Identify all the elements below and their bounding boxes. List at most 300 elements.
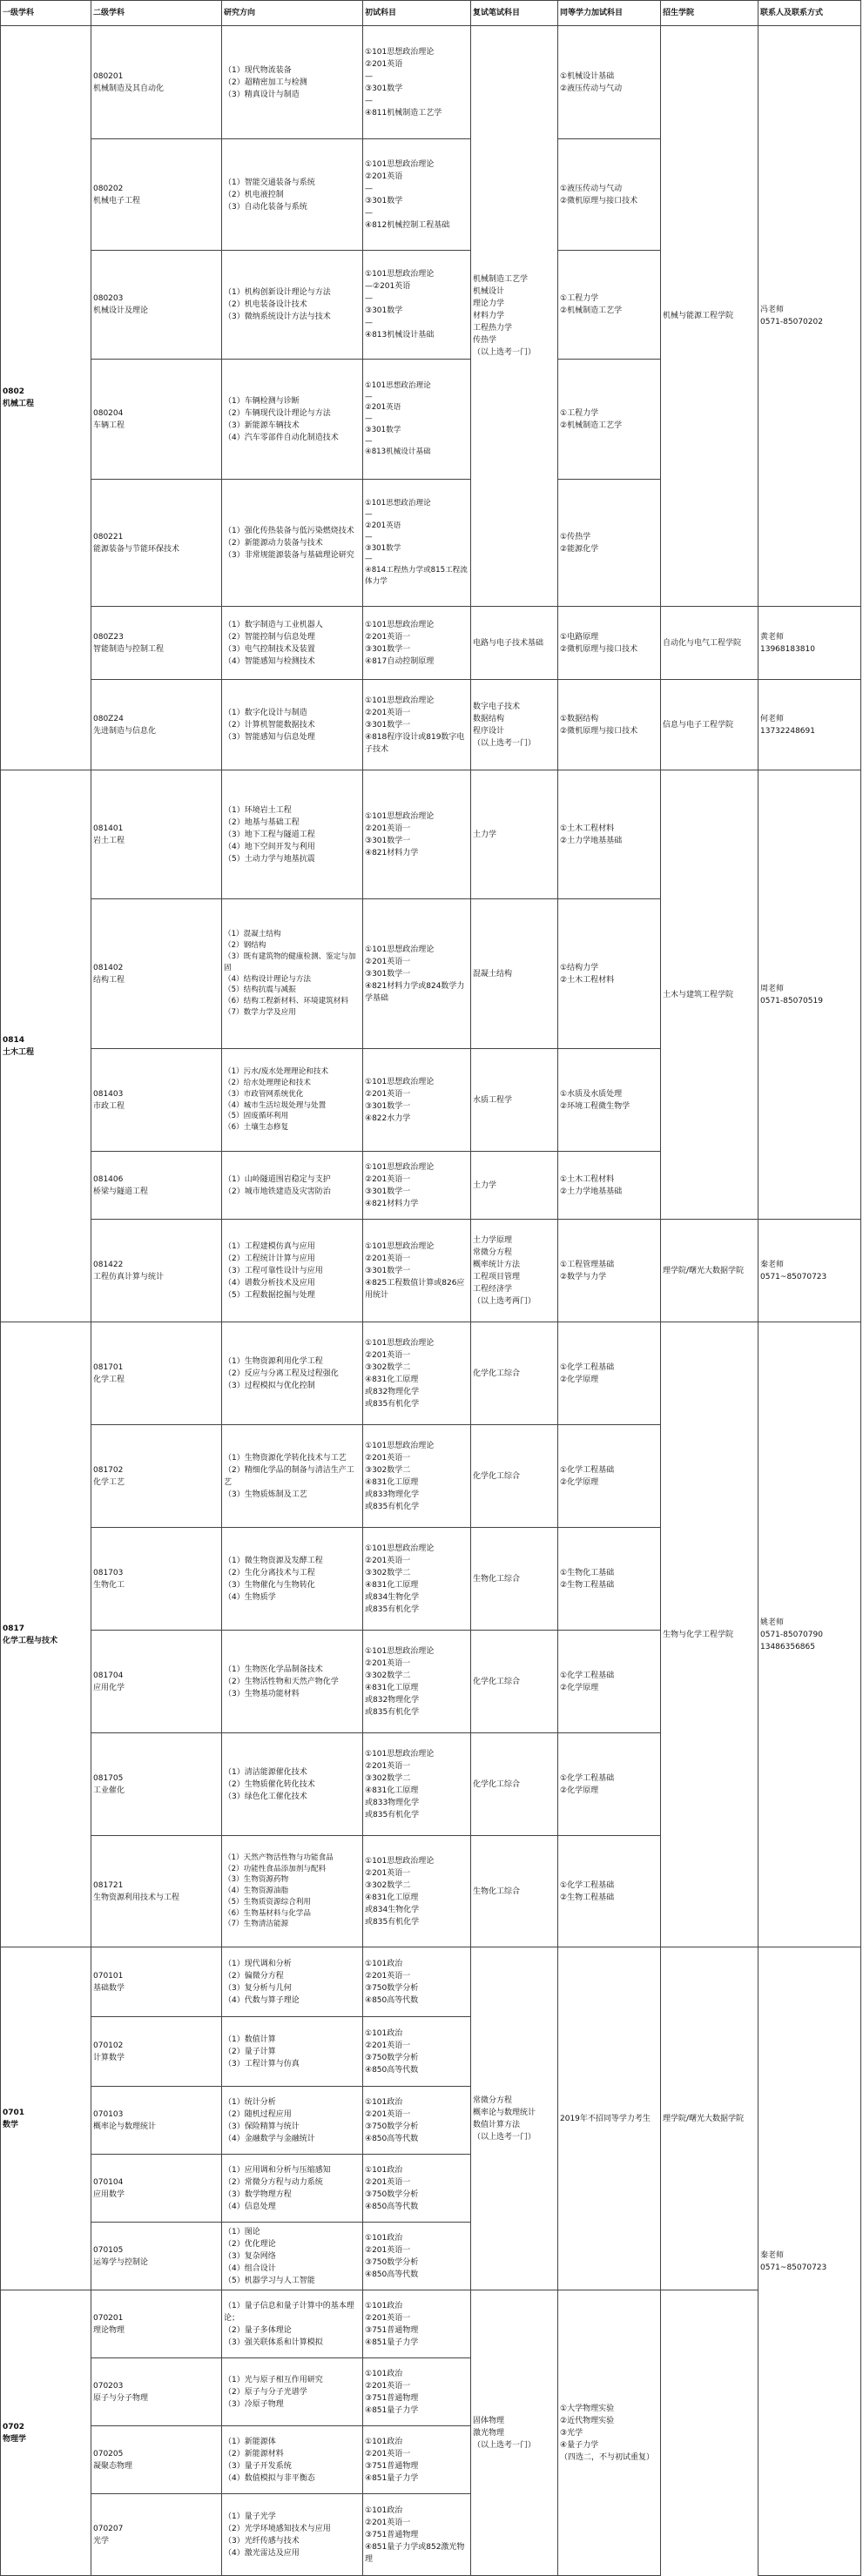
retest-exam-cell-line: 土力学 bbox=[473, 1180, 497, 1190]
contact-cell-line: 黄老师 bbox=[760, 632, 785, 642]
research-direction-cell bbox=[222, 1322, 363, 1425]
retest-exam-cell-line: 数据结构 bbox=[473, 714, 505, 723]
second-discipline-name: 化学工程 bbox=[93, 1375, 125, 1384]
contact-cell bbox=[758, 770, 861, 1220]
table-row bbox=[1, 2494, 861, 2576]
table-row bbox=[1, 607, 861, 680]
equivalent-exam-cell bbox=[558, 26, 661, 139]
second-discipline-code: 080204 bbox=[93, 408, 124, 418]
research-direction-cell bbox=[222, 360, 363, 480]
initial-exam-cell-line: — bbox=[365, 532, 373, 541]
research-direction-cell-line: （5）固废循环利用 bbox=[224, 1112, 289, 1121]
initial-exam-cell-line: ②201英语一 bbox=[365, 2245, 411, 2255]
retest-exam-cell bbox=[471, 1322, 558, 1425]
research-direction-cell-line: （2）地基与基础工程 bbox=[224, 817, 300, 827]
research-direction-cell bbox=[222, 2494, 363, 2576]
second-discipline-cell bbox=[91, 251, 222, 360]
research-direction-cell-line: （3）生物资源药物 bbox=[224, 1875, 289, 1885]
initial-exam-cell-line: ②201英语一 bbox=[365, 1089, 411, 1099]
initial-exam-cell-line: ①101思想政治理论 bbox=[365, 499, 431, 508]
research-direction-cell-line: （2）计算机智能数据技术 bbox=[224, 720, 315, 730]
equivalent-exam-cell bbox=[558, 1322, 661, 1425]
college-cell bbox=[661, 607, 758, 680]
second-discipline-name: 基础数学 bbox=[93, 1983, 125, 1993]
equivalent-exam-cell bbox=[558, 1836, 661, 1947]
equivalent-exam-cell bbox=[558, 2290, 661, 2576]
second-discipline-name: 能源装备与节能环保技术 bbox=[93, 544, 180, 554]
second-discipline-cell bbox=[91, 1220, 222, 1322]
first-discipline-cell bbox=[1, 2290, 91, 2576]
research-direction-cell bbox=[222, 26, 363, 139]
retest-exam-cell bbox=[471, 1836, 558, 1947]
equivalent-exam-cell-line: ②化学原理 bbox=[560, 1375, 599, 1384]
initial-exam-cell bbox=[363, 770, 471, 899]
research-direction-cell-line: （3）强关联体系和计算模拟 bbox=[224, 2337, 323, 2347]
retest-exam-cell bbox=[471, 1220, 558, 1322]
initial-exam-cell-line: ③302数学二 bbox=[365, 1568, 411, 1577]
research-direction-cell-line: （2）精细化学品的制备与清洁生产工艺 bbox=[224, 1465, 354, 1487]
second-discipline-cell bbox=[91, 899, 222, 1049]
initial-exam-cell-line: ①101思想政治理论 bbox=[365, 1749, 435, 1759]
equivalent-exam-cell-line: ②液压传动与气动 bbox=[560, 84, 623, 93]
second-discipline-code: 070102 bbox=[93, 2041, 124, 2050]
research-direction-cell-line: （2）生物质催化转化技术 bbox=[224, 1779, 315, 1789]
research-direction-cell-line: （3）光纤传感与技术 bbox=[224, 2536, 300, 2546]
retest-exam-cell bbox=[471, 1049, 558, 1152]
initial-exam-cell-line: ④813机械设计基础 bbox=[365, 447, 431, 457]
contact-cell-line: 13968183810 bbox=[760, 644, 815, 654]
initial-exam-cell-line: 或835有机化学 bbox=[365, 1399, 420, 1409]
research-direction-cell bbox=[222, 480, 363, 607]
second-discipline-name: 凝聚态物理 bbox=[93, 2461, 133, 2471]
equivalent-exam-cell bbox=[558, 1947, 661, 2290]
second-discipline-code: 080202 bbox=[93, 184, 124, 193]
initial-exam-cell-line: ②201英语一 bbox=[365, 824, 411, 833]
equivalent-exam-cell-line: ④量子力学 bbox=[560, 2440, 599, 2450]
retest-exam-cell-line: 水质工程学 bbox=[473, 1095, 513, 1105]
second-discipline-code: 070103 bbox=[93, 2109, 124, 2119]
retest-exam-cell-line: 概率统计方法 bbox=[473, 1260, 521, 1269]
equivalent-exam-cell bbox=[558, 770, 661, 899]
initial-exam-cell-line: — bbox=[365, 392, 373, 401]
contact-cell-line: 冯老师 bbox=[760, 306, 785, 314]
equivalent-exam-cell bbox=[558, 480, 661, 607]
contact-cell-line: 姚老师 bbox=[760, 1618, 785, 1627]
contact-cell-line: 秦老师 bbox=[760, 2250, 785, 2260]
retest-exam-cell bbox=[471, 1733, 558, 1836]
equivalent-exam-cell bbox=[558, 607, 661, 680]
research-direction-cell bbox=[222, 2426, 363, 2494]
research-direction-cell-line: （1）生物医化学品制备技术 bbox=[224, 1665, 323, 1674]
college-cell-line: 生物与化学工程学院 bbox=[663, 1630, 734, 1639]
second-discipline-cell bbox=[91, 360, 222, 480]
initial-exam-cell-line: ③751普通物理 bbox=[365, 2530, 419, 2539]
initial-exam-cell-line: ③301数学一 bbox=[365, 1101, 411, 1111]
equivalent-exam-cell-line: ①传热学 bbox=[560, 532, 591, 541]
initial-exam-cell-line: ④850高等代数 bbox=[365, 2065, 419, 2075]
equivalent-exam-cell-line: ②化学原理 bbox=[560, 1477, 599, 1487]
contact-cell-line: 0571-85070202 bbox=[760, 318, 823, 326]
research-direction-cell bbox=[222, 1049, 363, 1152]
contact-cell-line: 13486356865 bbox=[760, 1642, 815, 1651]
retest-exam-cell-line: 工程经济学 bbox=[473, 1284, 513, 1294]
retest-exam-cell-line: 激光物理 bbox=[473, 2428, 505, 2438]
second-discipline-code: 081705 bbox=[93, 1773, 124, 1783]
research-direction-cell-line: （1）微生物资源及发酵工程 bbox=[224, 1556, 323, 1565]
initial-exam-cell-line: ①101政治 bbox=[365, 2505, 403, 2515]
research-direction-cell-line: （3）冷原子物理 bbox=[224, 2399, 284, 2409]
initial-exam-cell-line: ①101政治 bbox=[365, 2233, 403, 2243]
initial-exam-cell-line: ②201英语 bbox=[365, 521, 401, 530]
research-direction-cell-line: （1）清洁能源催化技术 bbox=[224, 1767, 307, 1777]
initial-exam-cell-line: ④851量子力学 bbox=[365, 2405, 419, 2415]
initial-exam-cell-line: 或834生物化学 bbox=[365, 1592, 420, 1602]
research-direction-cell-line: （4）汽车零部件自动化制造技术 bbox=[224, 433, 339, 442]
second-discipline-cell bbox=[91, 26, 222, 139]
initial-exam-cell bbox=[363, 2223, 471, 2290]
second-discipline-cell bbox=[91, 2358, 222, 2426]
initial-exam-cell-line: ③751普通物理 bbox=[365, 2325, 419, 2335]
initial-exam-cell-line: ①101思想政治理论 bbox=[365, 1544, 435, 1553]
first-discipline-name: 机械工程 bbox=[3, 400, 35, 408]
research-direction-cell-line: （2）光学环境感知技术与应用 bbox=[224, 2524, 331, 2533]
research-direction-cell-line: （2）随机过程应用 bbox=[224, 2109, 292, 2119]
second-discipline-code: 081403 bbox=[93, 1089, 124, 1099]
research-direction-cell bbox=[222, 680, 363, 770]
initial-exam-cell-line: ④831化工原理 bbox=[365, 1786, 419, 1795]
initial-exam-cell-line: ②201英语一 bbox=[365, 2449, 411, 2458]
initial-exam-cell-line: ①101思想政治理论 bbox=[365, 270, 435, 279]
research-direction-cell bbox=[222, 2087, 363, 2155]
research-direction-cell-line: （3）微纳系统设计方法与技术 bbox=[224, 313, 331, 321]
initial-exam-cell bbox=[363, 899, 471, 1049]
equivalent-exam-cell-line: ①土木工程材料 bbox=[560, 1174, 615, 1184]
college-cell-line: 理学院/曙光大数据学院 bbox=[663, 1266, 745, 1275]
initial-exam-cell-line: 或835有机化学 bbox=[365, 1810, 420, 1819]
first-discipline-code: 0802 bbox=[3, 387, 25, 396]
equivalent-exam-cell-line: ②土力学地基基础 bbox=[560, 1187, 623, 1196]
research-direction-cell-line: （2）智能控制与信息处理 bbox=[224, 632, 315, 642]
equivalent-exam-cell-line: ②化学原理 bbox=[560, 1683, 599, 1692]
research-direction-cell-line: （7）数学力学及应用 bbox=[224, 1007, 296, 1017]
research-direction-cell-line: （1）应用调和分析与压缩感知 bbox=[224, 2165, 331, 2175]
research-direction-cell-line: （4）生物资源油脂 bbox=[224, 1887, 289, 1896]
initial-exam-cell-line: ④821材料力学 bbox=[365, 848, 419, 858]
second-discipline-name: 工业催化 bbox=[93, 1786, 125, 1795]
research-direction-cell-line: （2）机电装备设计技术 bbox=[224, 300, 307, 309]
initial-exam-cell bbox=[363, 1425, 471, 1528]
table-row bbox=[1, 1322, 861, 1425]
equivalent-exam-cell-line: ②微机原理与接口技术 bbox=[560, 644, 638, 654]
equivalent-exam-cell bbox=[558, 139, 661, 251]
second-discipline-cell bbox=[91, 2155, 222, 2223]
initial-exam-cell-line: ④822水力学 bbox=[365, 1113, 411, 1123]
first-discipline-cell bbox=[1, 770, 91, 1322]
second-discipline-code: 080201 bbox=[93, 71, 124, 81]
header-initial-exam: 初试科目 bbox=[363, 1, 471, 26]
research-direction-cell-line: （2）反应与分离工程及过程强化 bbox=[224, 1369, 339, 1378]
research-direction-cell-line: （2）生化分离技术与工程 bbox=[224, 1568, 315, 1577]
initial-exam-cell-line: ③301数学一 bbox=[365, 644, 411, 654]
second-discipline-code: 081721 bbox=[93, 1880, 124, 1890]
retest-exam-cell-line: 程序设计 bbox=[473, 726, 505, 736]
equivalent-exam-cell-line: ①数据结构 bbox=[560, 714, 599, 723]
second-discipline-cell bbox=[91, 2290, 222, 2358]
research-direction-cell bbox=[222, 1152, 363, 1220]
retest-exam-cell-line: 常微分方程 bbox=[473, 1248, 513, 1257]
research-direction-cell-line: （1）数值计算 bbox=[224, 2035, 276, 2044]
retest-exam-cell bbox=[471, 1947, 558, 2290]
equivalent-exam-cell bbox=[558, 360, 661, 480]
equivalent-exam-cell-line: ①生物化工基础 bbox=[560, 1568, 615, 1577]
equivalent-exam-cell bbox=[558, 680, 661, 770]
initial-exam-cell-line: — bbox=[365, 414, 373, 424]
second-discipline-name: 机械制造及其自动化 bbox=[93, 84, 165, 93]
initial-exam-cell-line: ②201英语一 bbox=[365, 2109, 411, 2119]
header-college: 招生学院 bbox=[661, 1, 758, 26]
research-direction-cell-line: （2）给水处理理论和技术 bbox=[224, 1078, 311, 1087]
retest-exam-cell-line: 数字电子技术 bbox=[473, 702, 521, 711]
initial-exam-cell-line: ②201英语一 bbox=[365, 1971, 411, 1981]
research-direction-cell-line: （3）非常规能源装备与基础理论研究 bbox=[224, 550, 354, 560]
contact-cell-line: 0571~85070723 bbox=[760, 2263, 827, 2272]
header-first-discipline: 一级学科 bbox=[1, 1, 91, 26]
equivalent-exam-cell-line: ①液压传动与气动 bbox=[560, 184, 623, 193]
initial-exam-cell-line: — bbox=[365, 208, 373, 218]
second-discipline-cell bbox=[91, 770, 222, 899]
research-direction-cell bbox=[222, 1528, 363, 1631]
research-direction-cell-line: （2）新能源动力装备与技术 bbox=[224, 538, 323, 548]
initial-exam-cell-line: — bbox=[365, 436, 373, 446]
header-retest-exam: 复试笔试科目 bbox=[471, 1, 558, 26]
table-row bbox=[1, 680, 861, 770]
retest-exam-cell-line: （以上选考一门） bbox=[473, 738, 536, 748]
research-direction-cell bbox=[222, 1836, 363, 1947]
initial-exam-cell-line: ③301数学一 bbox=[365, 1187, 411, 1196]
initial-exam-cell-line: ①101思想政治理论 bbox=[365, 1162, 435, 1172]
research-direction-cell-line: （1）混凝土结构 bbox=[224, 930, 281, 939]
initial-exam-cell-line: ③750数学分析 bbox=[365, 2257, 419, 2267]
second-discipline-name: 先进制造与信息化 bbox=[93, 726, 157, 736]
retest-exam-cell bbox=[471, 1528, 558, 1631]
research-direction-cell-line: （3）地下工程与隧道工程 bbox=[224, 830, 315, 839]
initial-exam-cell-line: 或835有机化学 bbox=[365, 1502, 420, 1511]
second-discipline-code: 070203 bbox=[93, 2381, 124, 2391]
second-discipline-cell bbox=[91, 2017, 222, 2087]
initial-exam-cell-line: ②201英语一 bbox=[365, 1350, 411, 1360]
second-discipline-code: 081703 bbox=[93, 1568, 124, 1577]
retest-exam-cell bbox=[471, 607, 558, 680]
initial-exam-cell bbox=[363, 1947, 471, 2017]
initial-exam-cell-line: ④850高等代数 bbox=[365, 2202, 419, 2211]
initial-exam-cell bbox=[363, 1220, 471, 1322]
research-direction-cell-line: （1）机构创新设计理论与方法 bbox=[224, 288, 331, 297]
second-discipline-code: 080Z24 bbox=[93, 714, 124, 723]
research-direction-cell-line: （4）结构设计理论与方法 bbox=[224, 974, 311, 984]
equivalent-exam-cell-line: ③光学 bbox=[560, 2428, 583, 2438]
retest-exam-cell-line: 机械制造工艺学 bbox=[473, 275, 529, 284]
second-discipline-cell bbox=[91, 1425, 222, 1528]
header-contact: 联系人及联系方式 bbox=[758, 1, 861, 26]
initial-exam-cell-line: ①101思想政治理论 bbox=[365, 811, 435, 821]
initial-exam-cell-line: ①101思想政治理论 bbox=[365, 945, 435, 954]
initial-exam-cell-line: ②201英语一 bbox=[365, 2177, 411, 2187]
research-direction-cell-line: （7）生物清洁能源 bbox=[224, 1920, 289, 1929]
research-direction-cell-line: （1）工程建模仿真与应用 bbox=[224, 1241, 315, 1251]
research-direction-cell-line: （1）智能交通装备与系统 bbox=[224, 178, 315, 187]
research-direction-cell-line: （4）谱数分析技术及应用 bbox=[224, 1278, 315, 1288]
contact-cell bbox=[758, 1220, 861, 1322]
second-discipline-name: 应用数学 bbox=[93, 2189, 125, 2199]
first-discipline-code: 0702 bbox=[3, 2422, 25, 2431]
second-discipline-code: 081402 bbox=[93, 963, 124, 972]
first-discipline-cell bbox=[1, 1322, 91, 1947]
initial-exam-cell-line: 或832物理化学 bbox=[365, 1695, 420, 1705]
research-direction-cell-line: （1）量子光学 bbox=[224, 2512, 276, 2521]
second-discipline-cell bbox=[91, 480, 222, 607]
equivalent-exam-cell-line: ②土木工程材料 bbox=[560, 975, 615, 985]
research-direction-cell-line: （2）量子计算 bbox=[224, 2047, 276, 2056]
initial-exam-cell bbox=[363, 2494, 471, 2576]
initial-exam-cell-line: ④814工程热力学或815工程流体力学 bbox=[365, 566, 468, 586]
research-direction-cell-line: （4）生物质学 bbox=[224, 1592, 276, 1602]
initial-exam-cell-line: ②201英语一 bbox=[365, 708, 411, 717]
equivalent-exam-cell-line: ②近代物理实验 bbox=[560, 2416, 615, 2425]
retest-exam-cell-line: 材料力学 bbox=[473, 312, 505, 320]
initial-exam-cell bbox=[363, 2155, 471, 2223]
contact-cell bbox=[758, 607, 861, 680]
research-direction-cell-line: （3）复分析与几何 bbox=[224, 1983, 292, 1993]
research-direction-cell-line: （4）激光雷达及应用 bbox=[224, 2548, 300, 2558]
second-discipline-cell bbox=[91, 1049, 222, 1152]
initial-exam-cell-line: ③751普通物理 bbox=[365, 2461, 419, 2471]
equivalent-exam-cell-line: ①工程力学 bbox=[560, 408, 599, 418]
research-direction-cell bbox=[222, 2017, 363, 2087]
research-direction-cell-line: （2）常微分方程与动力系统 bbox=[224, 2177, 323, 2187]
research-direction-cell-line: （1）光与原子相互作用研究 bbox=[224, 2375, 323, 2384]
initial-exam-cell-line: ②201英语一 bbox=[365, 2381, 411, 2391]
initial-exam-cell-line: ①101政治 bbox=[365, 2369, 403, 2378]
initial-exam-cell-line: ④831化工原理 bbox=[365, 1375, 419, 1384]
second-discipline-name: 理论物理 bbox=[93, 2325, 125, 2335]
equivalent-exam-cell-line: ②机械制造工艺学 bbox=[560, 306, 623, 315]
initial-exam-cell bbox=[363, 2358, 471, 2426]
retest-exam-cell-line: 化学化工综合 bbox=[473, 1471, 521, 1481]
retest-exam-cell-line: 工程热力学 bbox=[473, 324, 513, 333]
initial-exam-cell-line: ②201英语一 bbox=[365, 1658, 411, 1668]
research-direction-cell-line: （6）结构工程新材料、环境建筑材料 bbox=[224, 997, 348, 1006]
research-direction-cell-line: （3）生物质炼制及工艺 bbox=[224, 1490, 307, 1499]
research-direction-cell-line: （3）精真设计与制造 bbox=[224, 90, 300, 99]
initial-exam-cell-line: 或834生物化学 bbox=[365, 1905, 420, 1914]
second-discipline-code: 070201 bbox=[93, 2313, 124, 2323]
initial-exam-cell-line: ②201英语一 bbox=[365, 2041, 411, 2050]
equivalent-exam-cell-line: ②生物工程基础 bbox=[560, 1893, 615, 1902]
retest-exam-cell bbox=[471, 1425, 558, 1528]
second-discipline-cell bbox=[91, 1947, 222, 2017]
second-discipline-code: 081701 bbox=[93, 1362, 124, 1372]
equivalent-exam-cell bbox=[558, 251, 661, 360]
retest-exam-cell-line: 数值计算方法 bbox=[473, 2120, 521, 2129]
research-direction-cell-line: （4）地下空间开发与利用 bbox=[224, 842, 315, 851]
second-discipline-cell bbox=[91, 2223, 222, 2290]
initial-exam-cell-line: ①101思想政治理论 bbox=[365, 696, 435, 705]
initial-exam-cell-line: ④850高等代数 bbox=[365, 2134, 419, 2143]
research-direction-cell bbox=[222, 2290, 363, 2358]
initial-exam-cell bbox=[363, 2290, 471, 2358]
initial-exam-cell-line: ①101思想政治理论 bbox=[365, 1338, 435, 1348]
initial-exam-cell-line: ③301数学一 bbox=[365, 1266, 411, 1275]
retest-exam-cell-line: （以上选考一门） bbox=[473, 348, 536, 357]
equivalent-exam-cell-line: ①结构力学 bbox=[560, 963, 599, 972]
second-discipline-cell bbox=[91, 1733, 222, 1836]
research-direction-cell-line: （2）新能源材料 bbox=[224, 2449, 284, 2458]
second-discipline-name: 概率论与数理统计 bbox=[93, 2122, 157, 2131]
research-direction-cell-line: （6）土壤生态修复 bbox=[224, 1123, 289, 1133]
college-cell bbox=[661, 680, 758, 770]
initial-exam-cell bbox=[363, 2426, 471, 2494]
research-direction-cell-line: （1）山岭隧道围岩稳定与支护 bbox=[224, 1174, 331, 1184]
retest-exam-cell bbox=[471, 899, 558, 1049]
retest-exam-cell-line: 土力学原理 bbox=[473, 1235, 513, 1245]
research-direction-cell bbox=[222, 139, 363, 251]
retest-exam-cell-line: 土力学 bbox=[473, 830, 497, 839]
table-body bbox=[1, 26, 861, 2576]
initial-exam-cell-line: ②201英语一 bbox=[365, 1254, 411, 1263]
header-row bbox=[1, 1, 861, 26]
retest-exam-cell-line: 常微分方程 bbox=[473, 2095, 513, 2105]
research-direction-cell-line: （3）数学物理方程 bbox=[224, 2189, 292, 2199]
first-discipline-name: 化学工程与技术 bbox=[3, 1636, 58, 1645]
initial-exam-cell-line: ④831化工原理 bbox=[365, 1683, 419, 1692]
second-discipline-cell bbox=[91, 1322, 222, 1425]
equivalent-exam-cell-line: （四选二，不与初试重复） bbox=[560, 2452, 655, 2462]
research-direction-cell-line: （3）电气控制技术及装置 bbox=[224, 644, 315, 654]
research-direction-cell-line: （3）市政管网系统优化 bbox=[224, 1089, 304, 1099]
initial-exam-cell bbox=[363, 26, 471, 139]
initial-exam-cell-line: — bbox=[365, 71, 373, 81]
research-direction-cell-line: （1）数字化设计与制造 bbox=[224, 708, 307, 717]
equivalent-exam-cell-line: ②数学与力学 bbox=[560, 1272, 607, 1281]
initial-exam-cell-line: 或832物理化学 bbox=[365, 1387, 420, 1396]
initial-exam-cell-line: ②201英语一 bbox=[365, 2313, 411, 2323]
college-cell bbox=[661, 1220, 758, 1322]
initial-exam-cell-line: ③301数学一 bbox=[365, 969, 411, 979]
research-direction-cell bbox=[222, 2358, 363, 2426]
retest-exam-cell-line: 生物化工综合 bbox=[473, 1887, 521, 1896]
research-direction-cell bbox=[222, 1631, 363, 1733]
equivalent-exam-cell-line: ①电路原理 bbox=[560, 632, 599, 642]
contact-cell bbox=[758, 1947, 861, 2576]
equivalent-exam-cell-line: ①化学工程基础 bbox=[560, 1773, 615, 1783]
initial-exam-cell-line: ③301数学一 bbox=[365, 720, 411, 730]
research-direction-cell-line: （3）过程模拟与优化控制 bbox=[224, 1381, 315, 1390]
research-direction-cell-line: （1）天然产物活性物与功能食品 bbox=[224, 1853, 334, 1862]
retest-exam-cell-line: 工程项目管理 bbox=[473, 1272, 521, 1281]
initial-exam-cell-line: ①101思想政治理论 bbox=[365, 1077, 435, 1086]
research-direction-cell-line: （2）偏微分方程 bbox=[224, 1971, 284, 1981]
second-discipline-code: 080203 bbox=[93, 294, 124, 303]
equivalent-exam-cell-line: ①工程管理基础 bbox=[560, 1260, 615, 1269]
initial-exam-cell-line: ②201英语一 bbox=[365, 1556, 411, 1565]
research-direction-cell-line: （4）组合设计 bbox=[224, 2263, 276, 2273]
initial-exam-cell-line: ④812机械控制工程基础 bbox=[365, 220, 450, 230]
second-discipline-code: 070104 bbox=[93, 2177, 124, 2187]
retest-exam-cell-line: （以上选考两门） bbox=[473, 1296, 536, 1306]
research-direction-cell-line: （3）绿色化工催化技术 bbox=[224, 1792, 307, 1801]
research-direction-cell-line: （5）工程数据挖掘与处理 bbox=[224, 1290, 315, 1300]
research-direction-cell bbox=[222, 1220, 363, 1322]
